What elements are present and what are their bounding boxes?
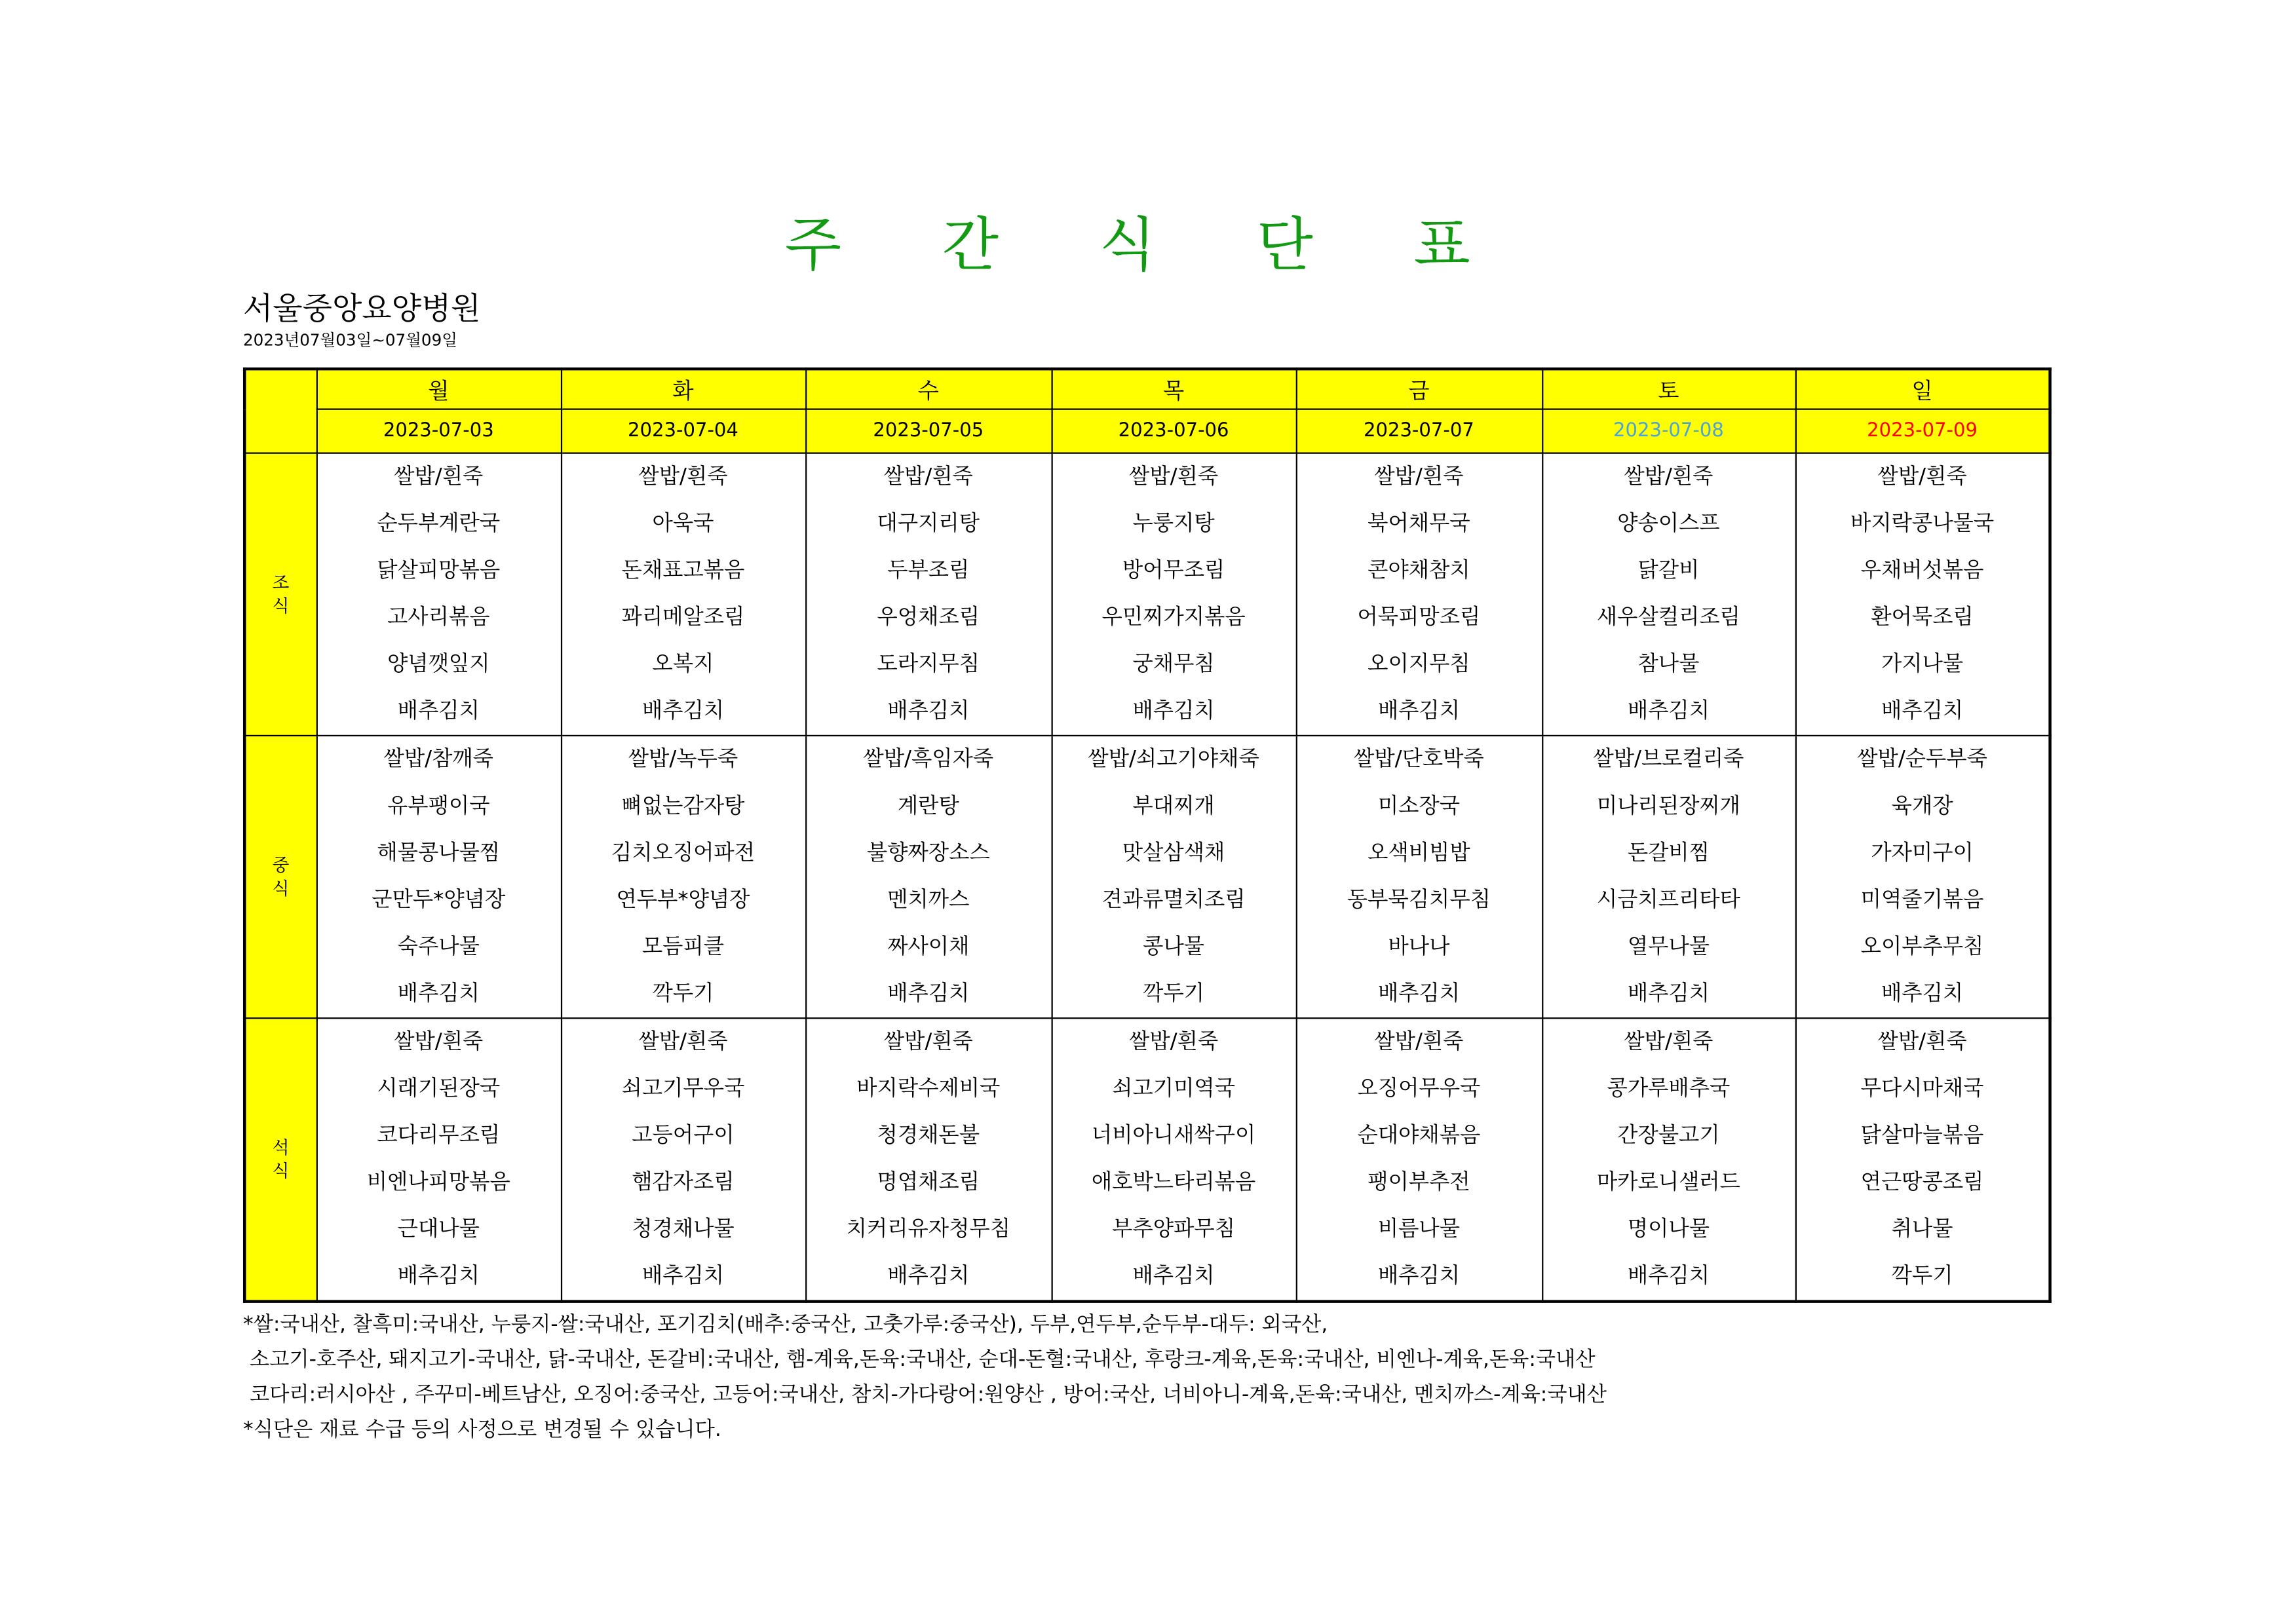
menu-item: 해물콩나물찜 (377, 841, 501, 865)
meal-label-char: 중 (272, 855, 290, 876)
meal-label-char: 식 (272, 595, 290, 616)
menu-item: 쌀밥/참깨죽 (383, 747, 493, 772)
menu-item: 양송이스프 (1617, 512, 1720, 536)
menu-item: 배추김치 (397, 982, 480, 1006)
meal-label-char: 석 (272, 1137, 290, 1158)
menu-item: 쌀밥/쇠고기야채죽 (1088, 747, 1259, 772)
menu-item: 양념깻잎지 (387, 652, 490, 677)
menu-item: 깍두기 (1891, 1264, 1953, 1289)
menu-item: 방어무조림 (1122, 559, 1225, 583)
day-name: 토 (1542, 369, 1795, 409)
menu-item: 짜사이채 (887, 935, 970, 959)
menu-item: 미나리된장찌개 (1596, 795, 1741, 819)
day-header-row (244, 369, 2050, 409)
menu-item: 뼈없는감자탕 (621, 795, 745, 819)
menu-item: 명이나물 (1627, 1218, 1710, 1242)
note-line: 소고기-호주산, 돼지고기-국내산, 닭-국내산, 돈갈비:국내산, 햄-계육,돈육:국내산, 순대-돈혈:국내산, 후랑크-계육,돈육:국내산, 비엔나-계육,돈육:국내산 (242, 1348, 1596, 1372)
day-name: 수 (805, 369, 1051, 409)
meal-row (244, 1018, 2050, 1301)
menu-item: 간장불고기 (1617, 1124, 1720, 1148)
menu-item: 배추김치 (887, 1264, 970, 1289)
menu-cell (1542, 1018, 1795, 1301)
menu-item: 맛살삼색채 (1122, 841, 1225, 865)
menu-item: 시래기된장국 (377, 1077, 501, 1101)
menu-item: 유부팽이국 (387, 795, 490, 819)
menu-cell (805, 453, 1051, 736)
corner-cell (244, 369, 316, 453)
menu-item: 배추김치 (1377, 982, 1461, 1006)
menu-item: 누룽지탕 (1132, 512, 1215, 536)
menu-item: 가지나물 (1881, 652, 1964, 677)
meal-label-char: 식 (272, 1161, 290, 1182)
menu-item: 쌀밥/흰죽 (638, 1030, 728, 1054)
hospital-name: 서울중앙요양병원 (242, 291, 481, 327)
meal-label-char: 식 (272, 878, 290, 899)
menu-item: 연근땅콩조림 (1860, 1171, 1984, 1195)
menu-item: 연두부*양념장 (616, 888, 750, 913)
menu-item: 오징어무우국 (1357, 1077, 1481, 1101)
day-date: 2023-07-08 (1542, 409, 1795, 453)
menu-item: 쌀밥/흰죽 (1877, 1030, 1967, 1054)
menu-cell (1296, 453, 1542, 736)
menu-item: 돈갈비찜 (1627, 841, 1710, 865)
day-name: 일 (1795, 369, 2050, 409)
menu-cell (1052, 1018, 1296, 1301)
menu-item: 참나물 (1637, 652, 1700, 677)
day-date: 2023-07-06 (1052, 409, 1296, 453)
meal-label (244, 736, 316, 1018)
menu-item: 무다시마채국 (1860, 1077, 1984, 1101)
menu-item: 비름나물 (1377, 1218, 1461, 1242)
menu-item: 햄감자조림 (632, 1171, 735, 1195)
menu-item: 콘야채참치 (1368, 559, 1470, 583)
menu-item: 가자미구이 (1871, 841, 1974, 865)
menu-item: 마카로니샐러드 (1596, 1171, 1741, 1195)
menu-item: 배추김치 (1627, 1264, 1710, 1289)
day-name: 목 (1052, 369, 1296, 409)
menu-item: 계란탕 (897, 795, 959, 819)
menu-item: 바나나 (1388, 935, 1450, 959)
menu-item: 미역줄기볶음 (1860, 888, 1984, 913)
menu-cell (805, 736, 1051, 1018)
day-date: 2023-07-05 (805, 409, 1051, 453)
menu-item: 쌀밥/흰죽 (1624, 465, 1713, 489)
menu-item: 쇠고기무우국 (621, 1077, 745, 1101)
day-name: 금 (1296, 369, 1542, 409)
menu-item: 도라지무침 (877, 652, 980, 677)
menu-item: 오색비빔밥 (1368, 841, 1470, 865)
menu-item: 배추김치 (397, 1264, 480, 1289)
menu-item: 배추김치 (641, 700, 725, 723)
menu-item: 콩가루배추국 (1607, 1077, 1731, 1101)
menu-item: 콩나물 (1143, 935, 1205, 959)
meal-row (244, 736, 2050, 1018)
day-date: 2023-07-09 (1795, 409, 2050, 453)
menu-cell (1052, 736, 1296, 1018)
menu-cell (1296, 736, 1542, 1018)
menu-item: 모듬피클 (641, 935, 725, 959)
menu-item: 육개장 (1891, 795, 1953, 819)
menu-item: 꽈리메알조림 (621, 606, 745, 630)
menu-cell (561, 453, 805, 736)
meal-label (244, 453, 316, 736)
menu-cell (1052, 453, 1296, 736)
menu-cell (316, 736, 561, 1018)
menu-item: 배추김치 (1627, 700, 1710, 723)
day-name: 화 (561, 369, 805, 409)
menu-item: 깍두기 (652, 982, 714, 1006)
menu-item: 멘치까스 (887, 888, 970, 913)
menu-item: 취나물 (1891, 1218, 1953, 1242)
menu-cell (561, 1018, 805, 1301)
menu-item: 팽이부추전 (1368, 1171, 1470, 1195)
meal-label-char: 조 (272, 572, 290, 594)
menu-item: 치커리유자청무침 (846, 1218, 1011, 1242)
menu-item: 두부조림 (887, 559, 970, 583)
menu-cell (1296, 1018, 1542, 1301)
menu-item: 코다리무조림 (377, 1124, 501, 1148)
menu-item: 쌀밥/흰죽 (1877, 465, 1967, 489)
menu-item: 쌀밥/단호박죽 (1354, 747, 1484, 772)
menu-item: 배추김치 (641, 1264, 725, 1289)
note-line: *식단은 재료 수급 등의 사정으로 변경될 수 있습니다. (242, 1418, 721, 1443)
meal-label (244, 1018, 316, 1301)
menu-item: 배추김치 (1377, 1264, 1461, 1289)
menu-item: 쌀밥/순두부죽 (1857, 747, 1987, 772)
menu-item: 김치오징어파전 (611, 841, 756, 865)
menu-item: 닭살마늘볶음 (1860, 1124, 1984, 1148)
menu-item: 불향짜장소스 (866, 841, 990, 865)
menu-cell (316, 453, 561, 736)
menu-item: 순대야채볶음 (1357, 1124, 1481, 1148)
menu-item: 궁채무침 (1132, 652, 1215, 677)
origin-notes (243, 1308, 1607, 1448)
menu-item: 오이부추무침 (1860, 935, 1984, 959)
menu-item: 순두부계란국 (377, 512, 501, 536)
menu-item: 쌀밥/흰죽 (1129, 1030, 1219, 1054)
menu-item: 쌀밥/흰죽 (1374, 1030, 1464, 1054)
menu-cell (561, 736, 805, 1018)
menu-item: 비엔나피망볶음 (366, 1171, 510, 1195)
menu-item: 새우살컬리조림 (1596, 606, 1741, 630)
menu-item: 돈채표고볶음 (621, 559, 745, 583)
menu-item: 쌀밥/흰죽 (1624, 1030, 1713, 1054)
menu-item: 닭살피망볶음 (377, 559, 501, 583)
date-header-row (244, 409, 2050, 453)
day-date: 2023-07-07 (1296, 409, 1542, 453)
menu-item: 우민찌가지볶음 (1101, 606, 1246, 630)
menu-item: 애호박느타리볶음 (1091, 1171, 1256, 1195)
menu-item: 깍두기 (1143, 982, 1205, 1006)
menu-cell (1795, 1018, 2050, 1301)
meal-row (244, 453, 2050, 736)
menu-item: 쌀밥/흑임자죽 (863, 747, 994, 772)
menu-item: 배추김치 (1132, 1264, 1215, 1289)
menu-item: 배추김치 (887, 982, 970, 1006)
menu-item: 명엽채조림 (877, 1171, 980, 1195)
menu-period: 2023년07월03일~07월09일 (242, 331, 457, 350)
menu-item: 북어채무국 (1368, 512, 1470, 536)
menu-cell (1795, 453, 2050, 736)
menu-item: 쌀밥/브로컬리죽 (1593, 747, 1744, 772)
menu-item: 쌀밥/흰죽 (883, 1030, 973, 1054)
day-date: 2023-07-04 (561, 409, 805, 453)
menu-item: 미소장국 (1377, 795, 1461, 819)
menu-cell (805, 1018, 1051, 1301)
menu-item: 쌀밥/녹두죽 (628, 747, 738, 772)
menu-item: 쌀밥/흰죽 (394, 465, 484, 489)
menu-item: 환어묵조림 (1871, 606, 1974, 630)
menu-item: 너비아니새싹구이 (1091, 1124, 1256, 1148)
menu-item: 우엉채조림 (877, 606, 980, 630)
menu-item: 부추양파무침 (1112, 1218, 1236, 1242)
menu-cell (1795, 736, 2050, 1018)
menu-item: 부대찌개 (1132, 795, 1215, 819)
menu-item: 바지락수제비국 (856, 1077, 1001, 1101)
menu-item: 숙주나물 (397, 935, 480, 959)
menu-item: 군만두*양념장 (372, 888, 506, 913)
menu-item: 쌀밥/흰죽 (883, 465, 973, 489)
menu-item: 쌀밥/흰죽 (638, 465, 728, 489)
menu-item: 대구지리탕 (877, 512, 980, 536)
menu-item: 배추김치 (397, 700, 480, 723)
menu-item: 오이지무침 (1368, 652, 1470, 677)
menu-item: 청경채돈불 (877, 1124, 980, 1148)
menu-item: 고등어구이 (632, 1124, 735, 1148)
menu-item: 동부묵김치무침 (1347, 888, 1491, 913)
menu-item: 배추김치 (1881, 700, 1964, 723)
menu-item: 쌀밥/흰죽 (1129, 465, 1219, 489)
menu-item: 배추김치 (1627, 982, 1710, 1006)
menu-cell (1542, 453, 1795, 736)
menu-cell (1542, 736, 1795, 1018)
menu-cell (316, 1018, 561, 1301)
menu-item: 쇠고기미역국 (1112, 1077, 1236, 1101)
note-line: 코다리:러시아산 , 주꾸미-베트남산, 오징어:중국산, 고등어:국내산, 참치-가다랑어:원양산 , 방어:국산, 너비아니-계육,돈육:국내산, 멘치까스-계육:국내산 (242, 1383, 1607, 1407)
menu-item: 바지락콩나물국 (1850, 512, 1995, 536)
day-name: 월 (316, 369, 561, 409)
note-line: *쌀:국내산, 찰흑미:국내산, 누룽지-쌀:국내산, 포기김치(배추:중국산, 고춧가루:중국산), 두부,연두부,순두부-대두: 외국산, (242, 1313, 1328, 1337)
menu-item: 아욱국 (652, 512, 714, 536)
menu-item: 닭갈비 (1637, 559, 1700, 583)
page-title: 주 간 식 단 표 (784, 212, 1512, 280)
menu-item: 근대나물 (397, 1218, 480, 1242)
menu-item: 견과류멸치조림 (1101, 888, 1246, 913)
menu-item: 오복지 (652, 652, 714, 677)
menu-item: 쌀밥/흰죽 (394, 1030, 484, 1054)
menu-item: 시금치프리타타 (1596, 888, 1741, 913)
menu-item: 배추김치 (887, 700, 970, 723)
menu-item: 배추김치 (1377, 700, 1461, 723)
menu-item: 열무나물 (1627, 935, 1710, 959)
weekly-menu-table (243, 368, 2052, 1303)
menu-item: 어묵피망조림 (1357, 606, 1481, 630)
day-date: 2023-07-03 (316, 409, 561, 453)
menu-item: 청경채나물 (632, 1218, 735, 1242)
menu-item: 쌀밥/흰죽 (1374, 465, 1464, 489)
menu-item: 배추김치 (1881, 982, 1964, 1006)
menu-item: 고사리볶음 (387, 606, 490, 630)
menu-item: 배추김치 (1132, 700, 1215, 723)
menu-item: 우채버섯볶음 (1860, 559, 1984, 583)
